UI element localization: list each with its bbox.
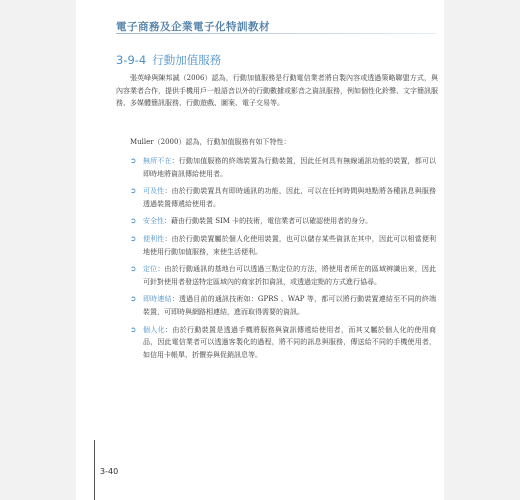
feature-text: ：由於行動裝置屬於個人化使用裝置，也可以儲存某些資訊在其中，因此可以相當便利地使用行動加值服務，來使生活便利。 xyxy=(143,234,437,256)
feature-item xyxy=(130,324,436,362)
page-number: 3-40 xyxy=(100,467,119,476)
feature-term: 定位 xyxy=(143,265,158,274)
feature-item xyxy=(130,155,436,180)
arrow-bullet-icon: ➲ xyxy=(130,233,137,243)
feature-term: 安全性 xyxy=(143,217,164,226)
feature-text: ：由於行動通訊的基地台可以透過三點定位的方法，將使用者所在的區域辨識出來，因此可針對使用者發送特定區域內的商家折扣資訊，或透過定點的方式進行協尋。 xyxy=(143,265,437,286)
feature-list xyxy=(130,155,436,361)
lead-paragraph: Muller（2000）認為，行動加值服務有如下特性： xyxy=(130,138,291,146)
arrow-bullet-icon: ➲ xyxy=(130,186,137,196)
running-header: 電子商務及企業電子化特訓教材 xyxy=(116,21,270,33)
arrow-bullet-icon: ➲ xyxy=(130,324,137,334)
feature-text: ：由於行動裝置具有即時通訊的功能，因此，可以在任何時間與地點將各種訊息與服務透過裝置傳遞給使用者。 xyxy=(143,187,437,208)
feature-item xyxy=(130,293,436,318)
margin-rule xyxy=(94,440,95,500)
intro-paragraph: 張英峰與陳邦誠（2006）認為，行動加值服務是行動電信業者將自製內容或透過策略聯盟方式，與內容業者合作，提供手機用戶一般語音以外的行動數據或影音之資訊服務，例如個性化鈴聲、文字簡訊服務、多媒體簡訊服務、行動遊戲、圖案、電子交易等。 xyxy=(116,74,438,107)
feature-term: 可及性 xyxy=(143,187,165,196)
arrow-bullet-icon: ➲ xyxy=(130,294,137,304)
feature-item xyxy=(130,185,436,210)
feature-text: ：由於行動裝置是透過手機將服務與資訊傳遞給使用者，而其又屬於個人化的使用商品，因此電信業者可以透過客製化的過程，將不同的訊息與服務，傳送給不同的手機使用者，如信用卡帳單、折價券與促銷訊息等。 xyxy=(143,325,436,359)
section-heading xyxy=(116,52,221,68)
feature-term: 便利性 xyxy=(143,234,165,243)
feature-term: 個人化 xyxy=(143,325,165,334)
feature-item xyxy=(130,263,436,288)
header-rule xyxy=(116,33,436,34)
feature-text: ：透過目前的通訊技術如：GPRS 、WAP 等，都可以將行動裝置連結至不同的終端裝置，可即時與網路相連結，進而取得需要的資訊。 xyxy=(143,295,436,316)
feature-text: ：藉由行動裝置 SIM 卡的技術，電信業者可以確認使用者的身分。 xyxy=(164,217,373,226)
arrow-bullet-icon: ➲ xyxy=(130,216,137,226)
arrow-bullet-icon: ➲ xyxy=(130,156,137,165)
section-title: 行動加值服務 xyxy=(152,53,222,67)
feature-term: 即時連結 xyxy=(143,295,172,304)
feature-item xyxy=(130,233,436,258)
arrow-bullet-icon: ➲ xyxy=(130,264,137,274)
document-page xyxy=(76,0,444,500)
section-number: 3-9-4 xyxy=(116,53,147,67)
feature-item xyxy=(130,215,436,228)
feature-text: ：行動加值服務的終端裝置為行動裝置，因此任何具有無線通訊功能的裝置，都可以即時地將資訊傳給使用者。 xyxy=(143,157,437,178)
feature-term: 無所不在 xyxy=(143,157,172,165)
